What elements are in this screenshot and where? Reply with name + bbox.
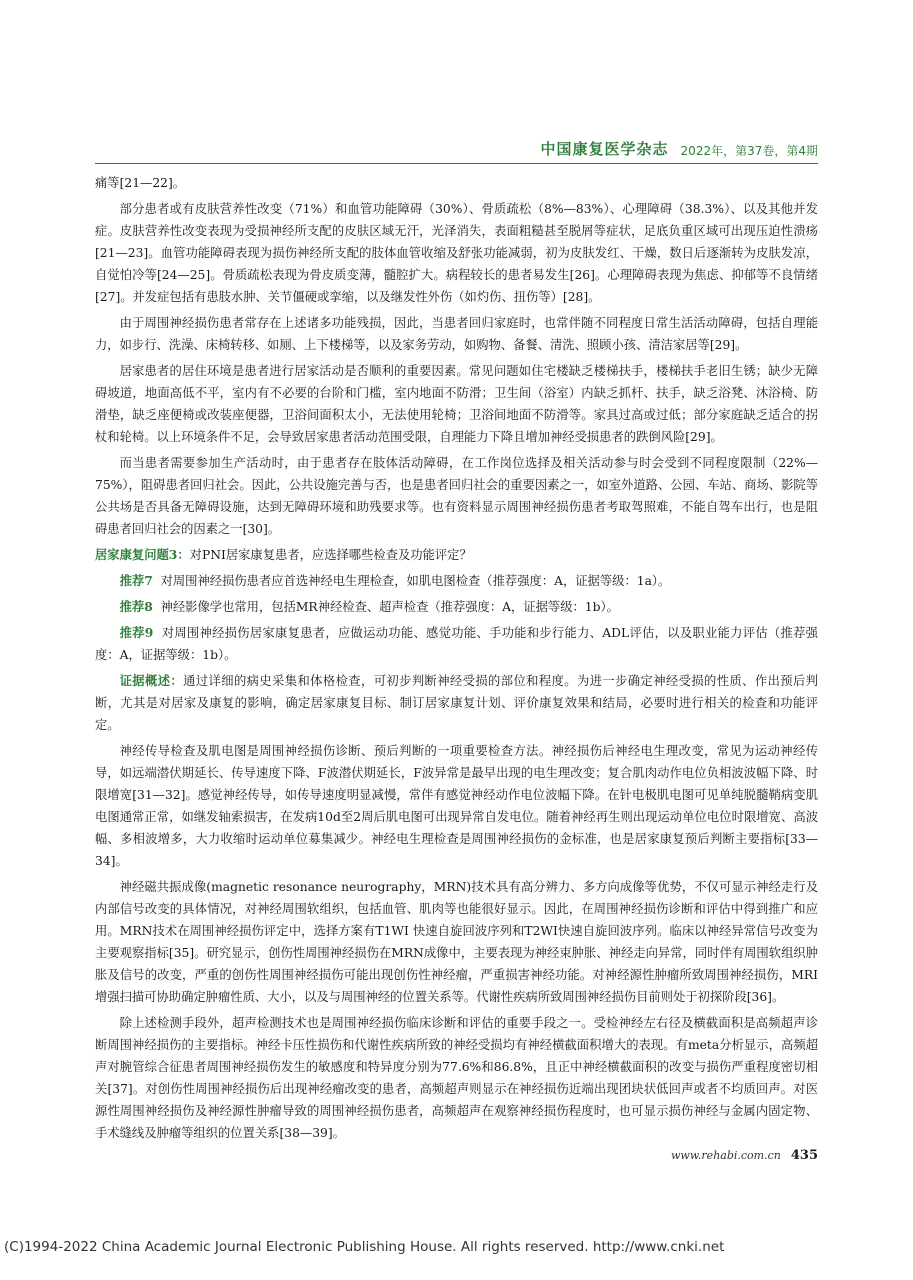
recommendation-7: [95, 570, 818, 592]
recommendation-8: [95, 596, 818, 618]
evidence-text: 通过详细的病史采集和体格检查，可初步判断神经受损的部位和程度。为进一步确定神经受损的性质、作出预后判断，尤其是对居家及康复的影响，确定居家康复目标、制订居家康复计划、评价康复效果和结局，必要时进行相关的检查和功能评定。: [95, 674, 818, 732]
evidence-label: 证据概述：: [119, 673, 184, 688]
paragraph: 神经传导检查及肌电图是周围神经损伤诊断、预后判断的一项重要检查方法。神经损伤后神经电生理改变，常见为运动神经传导，如远端潜伏期延长、传导速度下降、F波潜伏期延长，F波异常是最早出现的电生理改变；复合肌肉动作电位负相波波幅下降、时限增宽[31—32]。感觉神经传导，如传导速度明显减慢，常伴有感觉神经动作电位波幅下降。在针电极肌电图可见单纯脱髓鞘病变肌电图通常正常，如继发轴索损害，在发病10d至2周后肌电图可出现异常自发电位。随着神经再生则出现运动单位电位时限增宽、高波幅、多相波增多，大力收缩时运动单位募集减少。神经电生理检查是周围神经损伤的金标准，也是居家康复预后判断主要指标[33—34]。: [95, 744, 818, 868]
page-header: [95, 138, 818, 164]
page-number: 435: [790, 1148, 818, 1163]
recommendation-text: 对周围神经损伤居家康复患者，应做运动功能、感觉功能、手功能和步行能力、ADL评估，以及职业能力评估（推荐强度：A，证据等级：1b）。: [95, 626, 818, 662]
paragraph: 除上述检测手段外，超声检测技术也是周围神经损伤临床诊断和评估的重要手段之一。受检神经左右径及横截面积是高频超声诊断周围神经损伤的主要指标。神经卡压性损伤和代谢性疾病所致的神经受损均有神经横截面积增大的表现。有meta分析显示，高频超声对腕管综合征患者周围神经损伤发生的敏感度和特异度分别为77.6%和86.8%，且正中神经横截面积的改变与损伤严重程度密切相关[37]。对创伤性周围神经损伤后出现神经瘤改变的患者，高频超声则显示在神经损伤近端出现团块状低回声或者不均质回声。对医源性周围神经损伤及神经源性肿瘤导致的周围神经损伤患者，高频超声在观察神经损伤程度时，也可显示损伤神经与金属内固定物、手术缝线及肿瘤等组织的位置关系[38—39]。: [95, 1016, 818, 1140]
paragraph: 由于周围神经损伤患者常存在上述诸多功能残损，因此，当患者回归家庭时，也常伴随不同程度日常生活活动障碍，包括自理能力，如步行、洗澡、床椅转移、如厕、上下楼梯等，以及家务劳动，如购物、备餐、清洗、照顾小孩、清洁家居等[29]。: [95, 316, 818, 352]
question-heading: [95, 544, 818, 566]
question-label: 居家康复问题3：: [95, 547, 190, 562]
paragraph: 神经磁共振成像(magnetic resonance neurography，MRN)技术具有高分辨力、多方向成像等优势，不仅可显示神经走行及内部信号改变的具体情况，对神经周围软组织，包括血管、肌肉等也能很好显示。因此，在周围神经损伤诊断和评估中得到推广和应用。MRN技术在周围神经损伤评定中，选择方案有T1WI 快速自旋回波序列和T2WI快速自旋回波序列。临床以神经异常信号改变为主要观察指标[35]。研究显示，创伤性周围神经损伤在MRN成像中，主要表现为神经束肿胀、神经走向异常，同时伴有周围软组织肿胀及信号的改变，严重的创伤性周围神经损伤可能出现创伤性神经瘤，严重损害神经功能。对神经源性肿瘤所致周围神经损伤，MRI增强扫描可协助确定肿瘤性质、大小，以及与周围神经的位置关系等。代谢性疾病所致周围神经损伤目前则处于初探阶段[36]。: [95, 880, 818, 1004]
paragraph: 而当患者需要参加生产活动时，由于患者存在肢体活动障碍，在工作岗位选择及相关活动参与时会受到不同程度限制（22%—75%），阻碍患者回归社会。因此，公共设施完善与否，也是患者回归社会的重要因素之一，如室外道路、公园、车站、商场、影院等公共场是否具备无障碍设施，达到无障碍环境和助残要求等。也有资料显示周围神经损伤患者考取驾照难，不能自驾车出行，也是阻碍患者回归社会的因素之一[30]。: [95, 456, 818, 536]
recommendation-label: 推荐9: [119, 625, 154, 640]
paragraph: 痛等[21—22]。: [95, 176, 186, 190]
question-text: 对PNI居家康复患者，应选择哪些检查及功能评定？: [189, 548, 472, 562]
page-footer: [95, 1148, 818, 1163]
recommendation-text: 对周围神经损伤患者应首选神经电生理检查，如肌电图检查（推荐强度：A，证据等级：1a）。: [160, 574, 671, 588]
paragraph: 部分患者或有皮肤营养性改变（71%）和血管功能障碍（30%）、骨质疏松（8%—83%）、心理障碍（38.3%）、以及其他并发症。皮肤营养性改变表现为受损神经所支配的皮肤区域无汗，光泽消失，表面粗糙甚至脱屑等症状，足底负重区域可出现压迫性溃疡[21—23]。血管功能障碍表现为损伤神经所支配的肢体血管收缩及舒张功能减弱，初为皮肤发红、干燥，数日后逐渐转为皮肤发凉，自觉怕冷等[24—25]。骨质疏松表现为骨皮质变薄，髓腔扩大。病程较长的患者易发生[26]。心理障碍表现为焦虑、抑郁等不良情绪[27]。并发症包括有患肢水肿、关节僵硬或挛缩，以及继发性外伤（如灼伤、扭伤等）[28]。: [95, 202, 818, 304]
recommendation-label: 推荐7: [119, 573, 153, 588]
evidence-summary: [95, 670, 818, 736]
recommendation-label: 推荐8: [119, 599, 153, 614]
journal-issue: 2022年，第37卷，第4期: [680, 144, 818, 158]
copyright-line: (C)1994-2022 China Academic Journal Electronic Publishing House. All rights reserved. http://www.cnki.net: [4, 1239, 725, 1255]
recommendation-9: [95, 622, 818, 666]
journal-name: 中国康复医学杂志: [540, 140, 669, 158]
paragraph: 居家患者的居住环境是患者进行居家活动是否顺利的重要因素。常见问题如住宅楼缺乏楼梯扶手，楼梯扶手老旧生锈；缺少无障碍坡道，地面高低不平，室内有不必要的台阶和门槛，室内地面不防滑；卫生间（浴室）内缺乏抓杆、扶手，缺乏浴凳、沐浴椅、防滑垫，缺乏座便椅或改装座便器，卫浴间面积太小，无法使用轮椅；卫浴间地面不防滑等。家具过高或过低；部分家庭缺乏适合的拐杖和轮椅。以上环境条件不足，会导致居家患者活动范围受限，自理能力下降且增加神经受损患者的跌倒风险[29]。: [95, 364, 818, 444]
footer-url: www.rehabi.com.cn: [670, 1149, 781, 1162]
article-body: [95, 172, 818, 1148]
recommendation-text: 神经影像学也常用，包括MR神经检查、超声检查（推荐强度：A，证据等级：1b）。: [160, 600, 619, 614]
